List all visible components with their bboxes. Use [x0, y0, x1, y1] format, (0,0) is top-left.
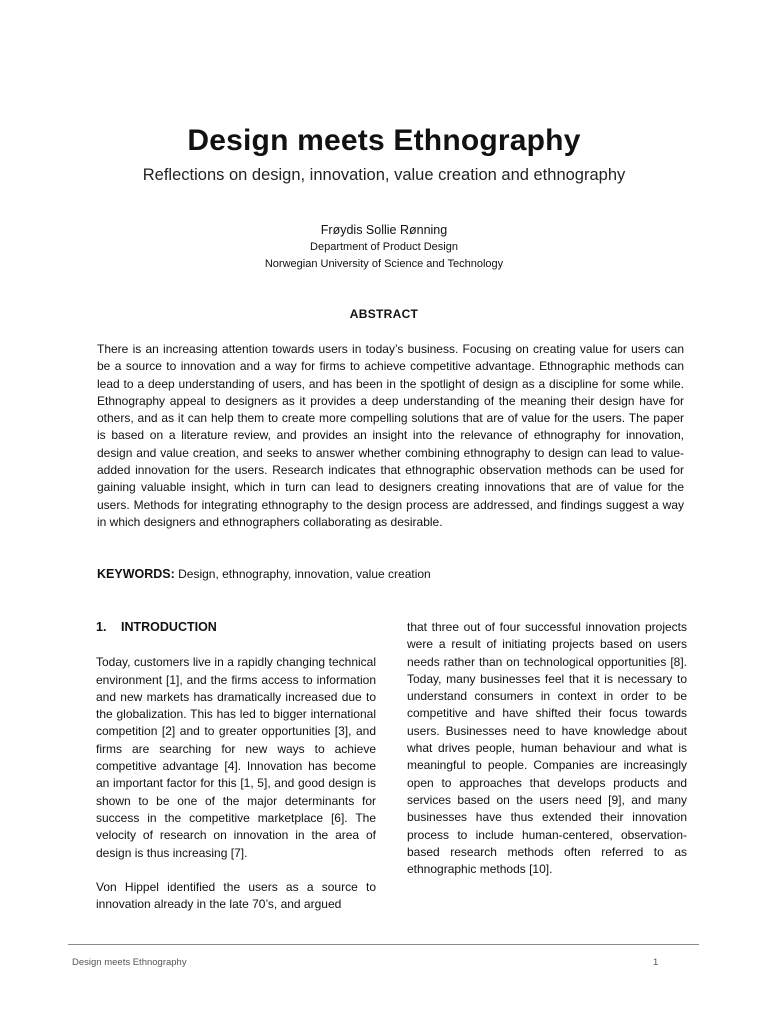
author-university: Norwegian University of Science and Technology [264, 258, 504, 270]
keywords-label: KEYWORDS: [97, 567, 175, 581]
right-column [407, 619, 687, 895]
paper-subtitle: Reflections on design, innovation, value creation and ethnography [142, 166, 626, 184]
abstract-heading: ABSTRACT [349, 307, 419, 321]
abstract-body: There is an increasing attention towards users in today’s business. Focusing on creating value for users can be a source to innovation and a way for firms to achieve competitive advantage. Ethnographic methods can lead to a deep understanding of users, and has been in the spotlight of design as a discipline for some while. Ethnography appeal to designers as it provides a deep understanding of the meaning their design have for others, and as it can help them to create more compelling solutions that are of value for the users. The paper is based on a literature review, and provides an insight into the relevance of ethnography for innovation, design and value creation, and seeks to answer whether combining ethnography to design can lead to value-added innovation for the users. Research indicates that ethnographic observation methods can be used for gaining valuable insight, which in turn can lead to designers creating innovations that are of value for the users. Methods for integrating ethnography to the design process are addressed, and findings suggest a way in which designers and ethnographers collaborating as desirable. [97, 342, 684, 529]
intro-paragraph-3: that three out of four successful innovation projects were a result of initiating projects based on users needs rather than on technological opportunities [8]. Today, many businesses feel that it is necessary to understand consumers in context in order to be competitive and have shifted their focus towards users. Businesses need to have knowledge about what drives people, human behaviour and what is meaningful to people. Companies are increasingly open to approaches that develops products and services based on the users need [9], and many businesses have thus extended their innovation process to include human-centered, observation-based research methods often referred to as ethnographic methods [10]. [407, 620, 687, 877]
section-heading-introduction [96, 619, 376, 636]
footer-running-title: Design meets Ethnography [72, 957, 187, 968]
left-column [96, 619, 376, 930]
keywords-text: Design, ethnography, innovation, value creation [174, 567, 431, 581]
footer-divider [68, 944, 699, 945]
section-number: 1. [96, 620, 107, 634]
paper-title: Design meets Ethnography [187, 124, 581, 157]
footer-page-number: 1 [653, 957, 659, 968]
keywords-line [97, 567, 687, 581]
intro-paragraph-2: Von Hippel identified the users as a source to innovation already in the late 70’s, and argued [96, 879, 376, 912]
intro-paragraph-1: Today, customers live in a rapidly changing technical environment [1], and the firms access to information and new markets has dramatically increased due to the globalization. This has led to bigger international competition [2] and to greater opportunities [3], and firms are searching for new ways to achieve competitive advantage [4]. Innovation has become an important factor for this [1, 5], and good design is shown to be one of the major determinants for success in the competitive marketplace [6]. The velocity of research on innovation in the area of design is thus increasing [7]. [96, 655, 376, 860]
author-name: Frøydis Sollie Rønning [320, 223, 448, 237]
author-department: Department of Product Design [310, 241, 458, 253]
section-title: INTRODUCTION [121, 620, 217, 634]
